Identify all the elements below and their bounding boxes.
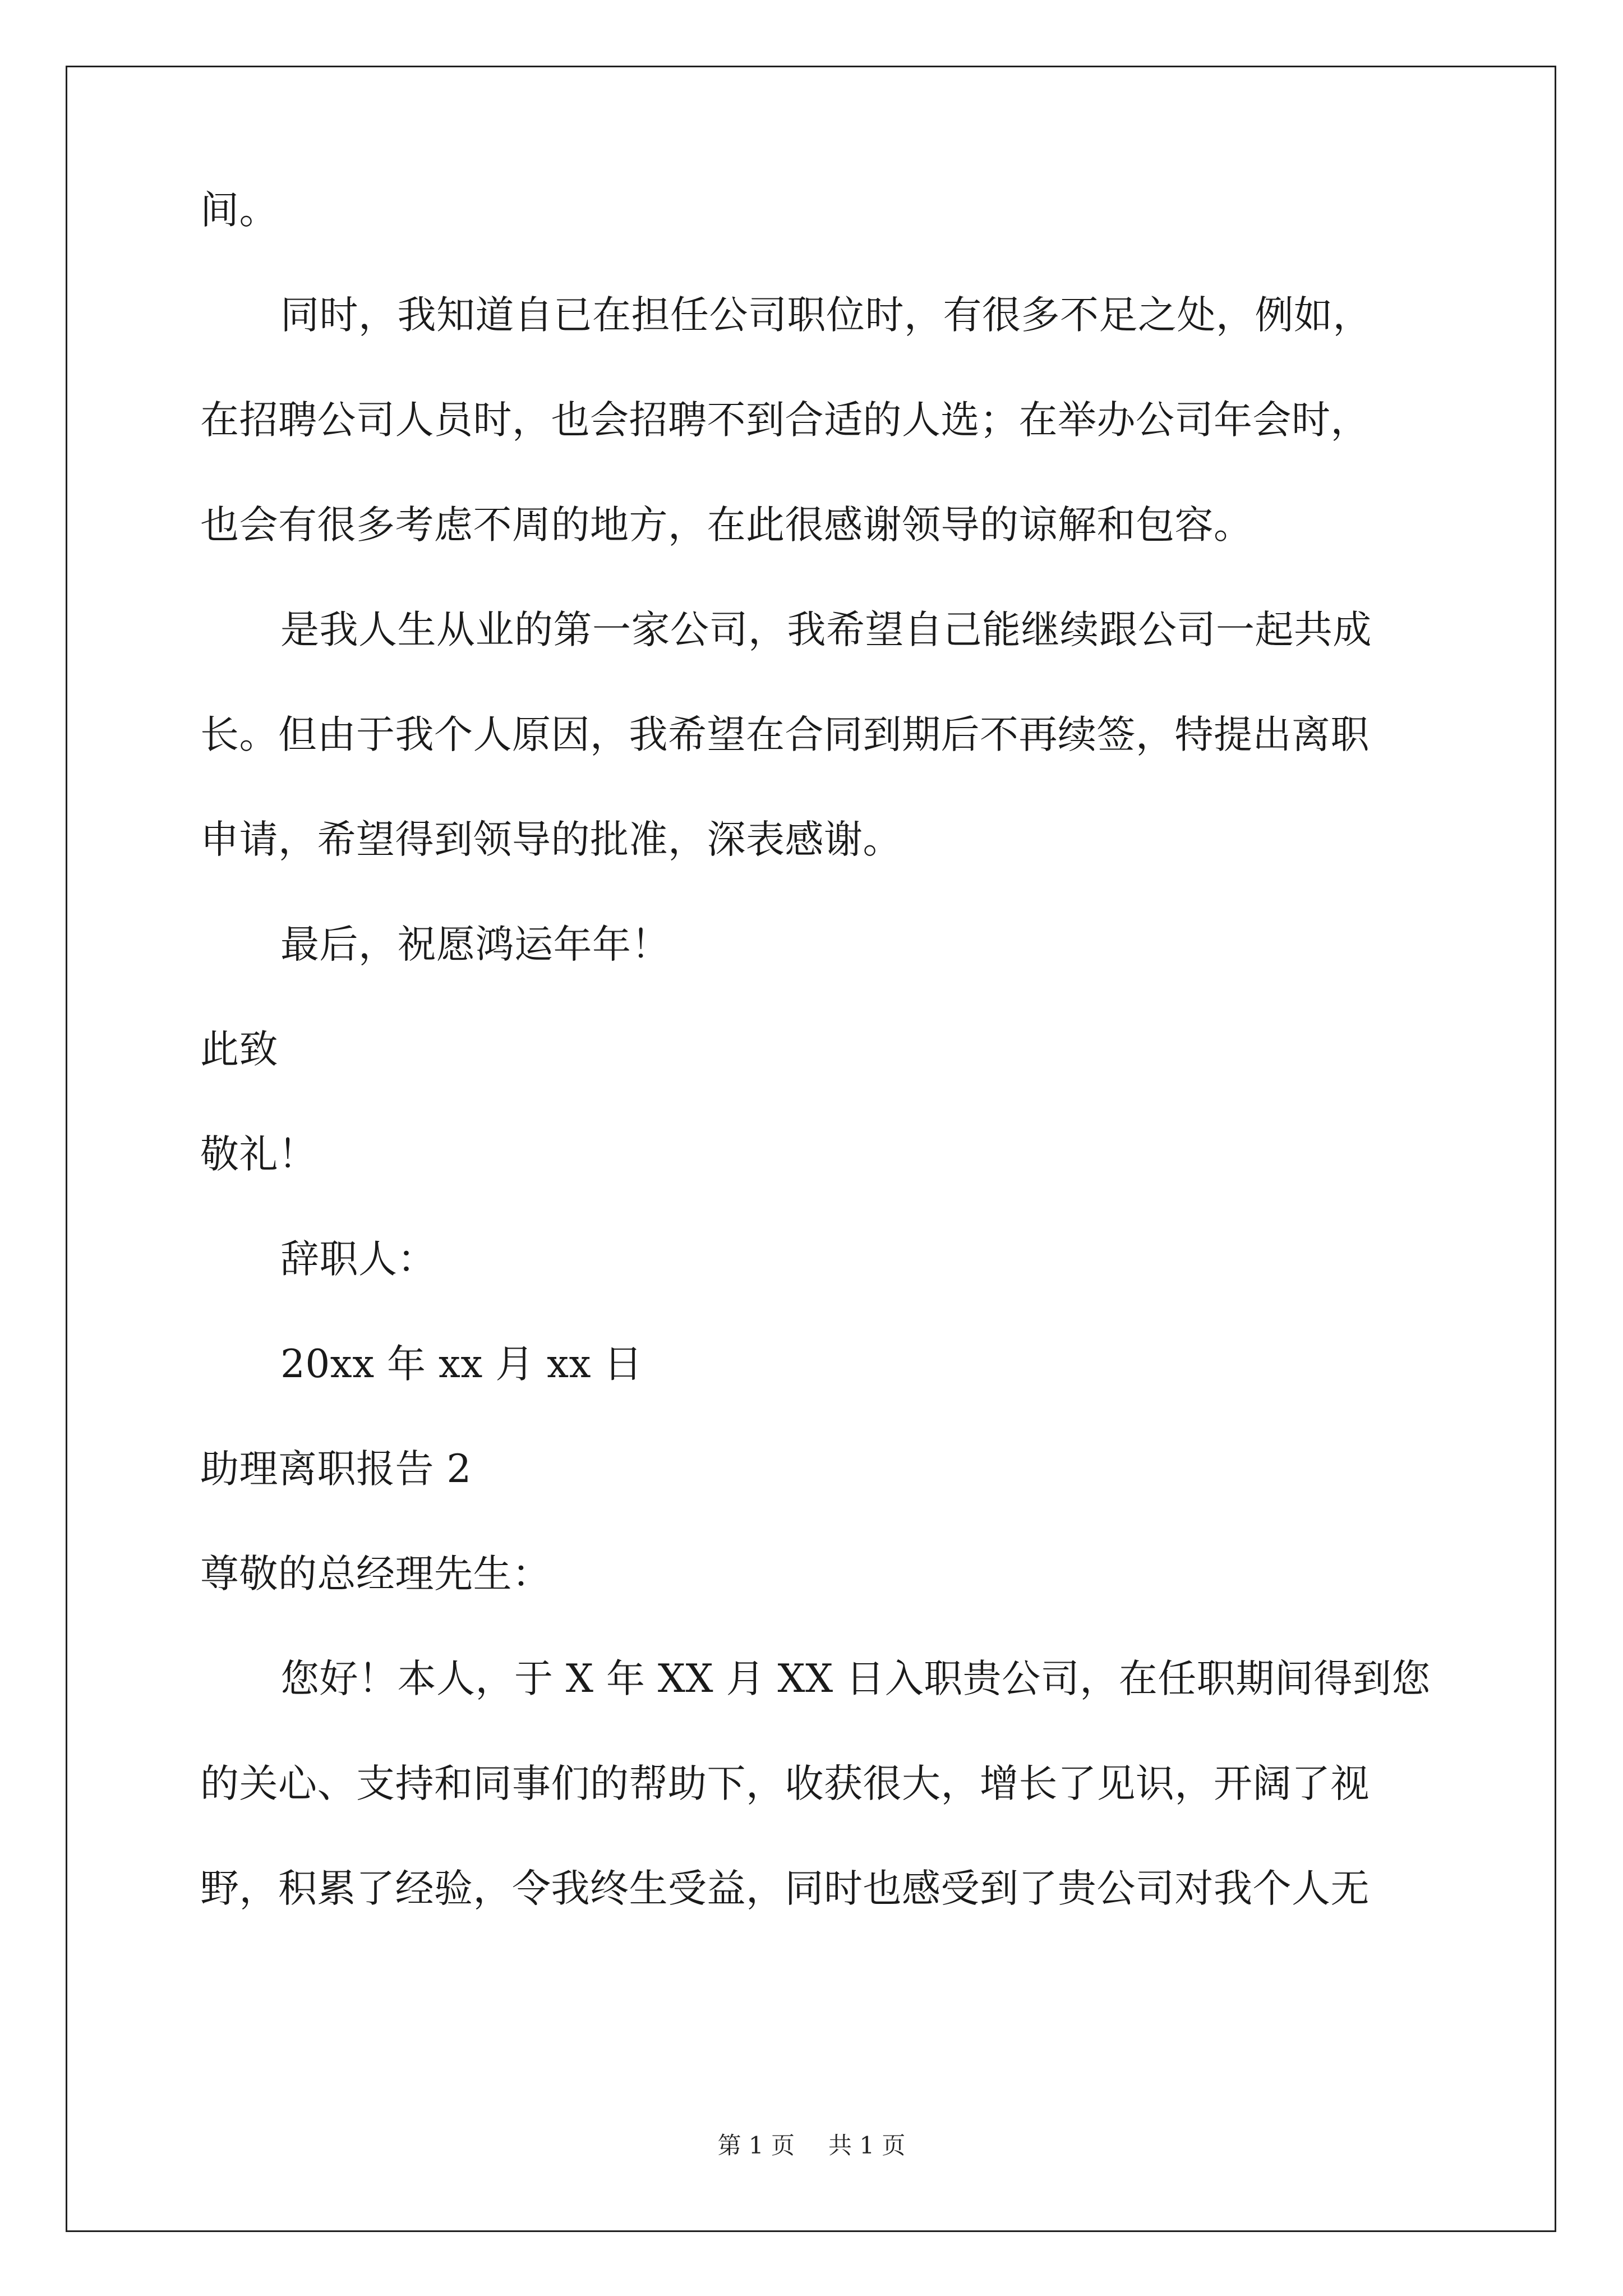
- text-line: 的关心、支持和同事们的帮助下，收获很大，增长了见识，开阔了视: [200, 1761, 1370, 1806]
- salutation-line: 敬礼！: [200, 1132, 317, 1177]
- paragraph-line: 您好！本人，于 X 年 XX 月 XX 日入职贵公司，在任职期间得到您: [280, 1657, 1431, 1701]
- text-line: 野，积累了经验，令我终生受益，同时也感受到了贵公司对我个人无: [200, 1866, 1370, 1911]
- text-line: 申请，希望得到领导的批准，深表感谢。: [200, 817, 902, 862]
- paragraph-line: 同时，我知道自已在担任公司职位时，有很多不足之处，例如，: [280, 293, 1372, 338]
- salutation-line: 此致: [200, 1027, 278, 1072]
- text-line: 间。: [200, 188, 278, 233]
- date-line: 20xx 年 xx 月 xx 日: [280, 1342, 643, 1387]
- text-line: 也会有很多考虑不周的地方，在此很感谢领导的谅解和包容。: [200, 503, 1253, 547]
- page-total: 共 1 页: [828, 2132, 906, 2159]
- text-line: 长。但由于我个人原因，我希望在合同到期后不再续签，特提出离职: [200, 712, 1370, 757]
- signature-label: 辞职人：: [280, 1237, 436, 1282]
- page-footer: [0, 2129, 1623, 2162]
- greeting-line: 尊敬的总经理先生：: [200, 1552, 551, 1596]
- text-line: 在招聘公司人员时，也会招聘不到合适的人选；在举办公司年会时，: [200, 398, 1370, 443]
- section-title: 助理离职报告 2: [200, 1447, 472, 1492]
- paragraph-line: 是我人生从业的第一家公司，我希望自己能继续跟公司一起共成: [280, 608, 1372, 652]
- page-number: 第 1 页: [717, 2132, 795, 2159]
- closing-wish: 最后，祝愿鸿运年年！: [280, 922, 670, 967]
